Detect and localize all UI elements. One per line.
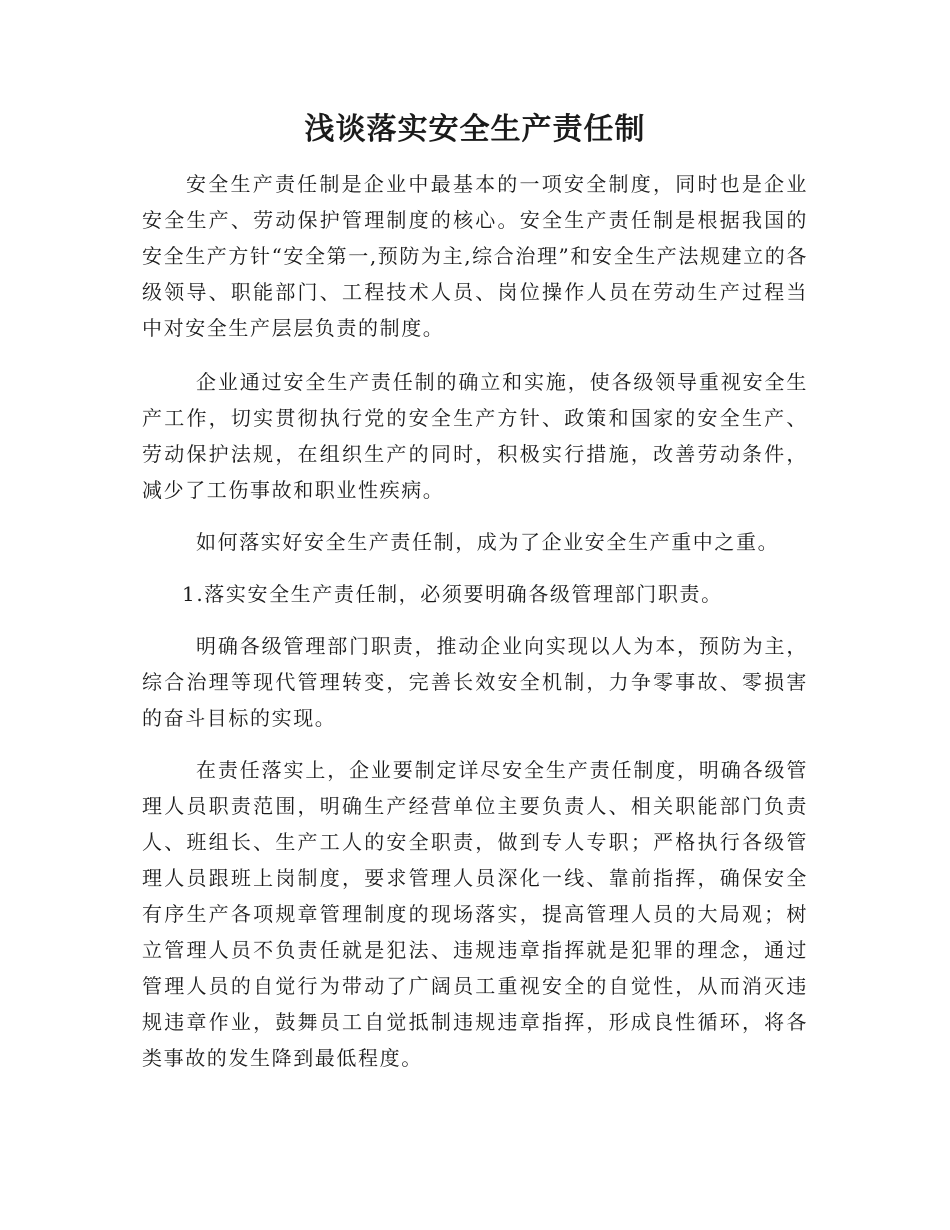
paragraph-intro: 安全生产责任制是企业中最基本的一项安全制度，同时也是企业安全生产、劳动保护管理制度的核心。安全生产责任制是根据我国的安全生产方针“安全第一,预防为主,综合治理”和安全生产法规建立的各级领导、职能部门、工程技术人员、岗位操作人员在劳动生产过程当中对安全生产层层负责的制度。 bbox=[142, 172, 808, 340]
document-body bbox=[142, 166, 808, 1076]
paragraph-execution: 在责任落实上，企业要制定详尽安全生产责任制度，明确各级管理人员职责范围，明确生产经营单位主要负责人、相关职能部门负责人、班组长、生产工人的安全职责，做到专人专职；严格执行各级管理人员跟班上岗制度，要求管理人员深化一线、靠前指挥，确保安全有序生产各项规章管理制度的现场落实，提高管理人员的大局观；树立管理人员不负责任就是犯法、违规违章指挥就是犯罪的理念，通过管理人员的自觉行为带动了广阔员工重视安全的自觉性，从而消灭违规违章作业，鼓舞员工自觉抵制违规违章指挥，形成良性循环，将各类事故的发生降到最低程度。 bbox=[142, 758, 808, 1070]
paragraph-question: 如何落实好安全生产责任制，成为了企业安全生产重中之重。 bbox=[196, 530, 780, 554]
paragraph-implementation: 企业通过安全生产责任制的确立和实施，使各级领导重视安全生产工作，切实贯彻执行党的安全生产方针、政策和国家的安全生产、劳动保护法规，在组织生产的同时，积极实行措施，改善劳动条件，减少了工伤事故和职业性疾病。 bbox=[142, 370, 808, 502]
paragraph-responsibilities: 明确各级管理部门职责，推动企业向实现以人为本，预防为主，综合治理等现代管理转变，完善长效安全机制，力争零事故、零损害的奋斗目标的实现。 bbox=[142, 634, 808, 730]
document-title: 浅谈落实安全生产责任制 bbox=[304, 112, 646, 147]
list-item-1: 1.落实安全生产责任制，必须要明确各级管理部门职责。 bbox=[182, 582, 723, 606]
